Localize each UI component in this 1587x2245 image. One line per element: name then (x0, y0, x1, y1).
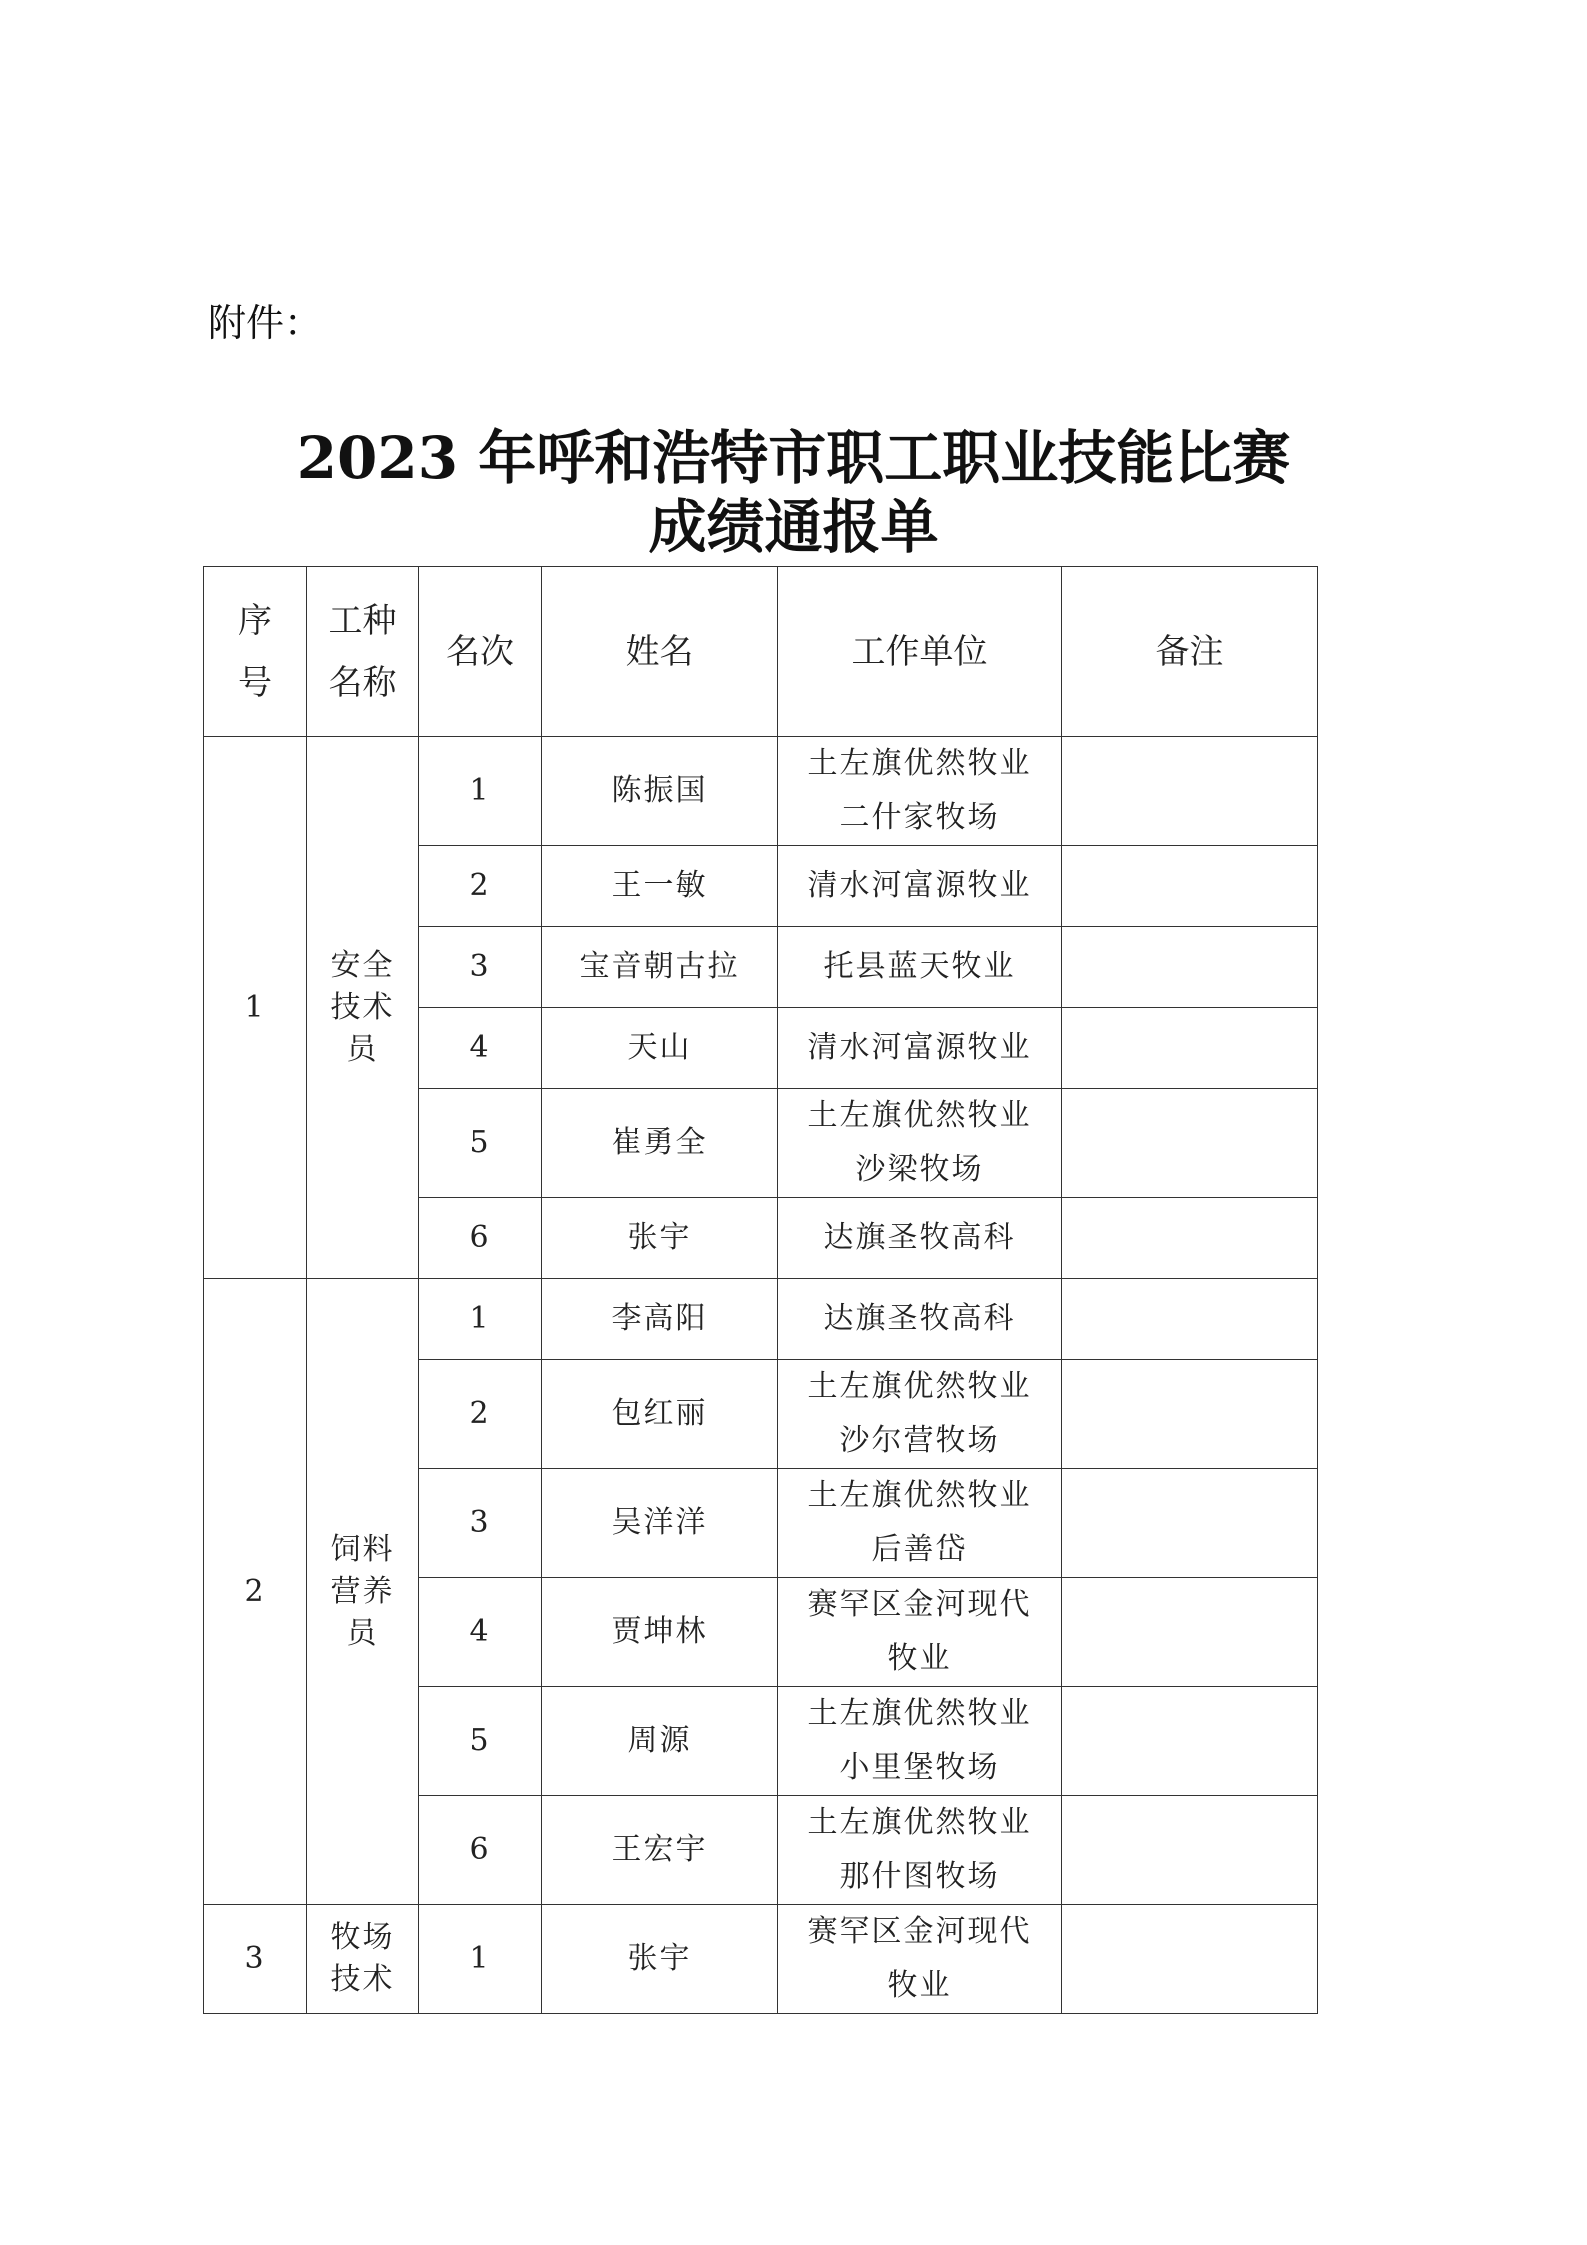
unit-cell: 赛罕区金河现代 牧业 (778, 1578, 1062, 1687)
name-cell: 周源 (542, 1687, 778, 1796)
rank-cell: 4 (419, 1578, 542, 1687)
unit-cell: 土左旗优然牧业 小里堡牧场 (778, 1687, 1062, 1796)
unit-cell: 清水河富源牧业 (778, 846, 1062, 927)
name-cell: 崔勇全 (542, 1089, 778, 1198)
rank-cell: 5 (419, 1687, 542, 1796)
group-seq: 2 (204, 1279, 307, 1905)
note-cell (1062, 1089, 1318, 1198)
name-cell: 李高阳 (542, 1279, 778, 1360)
header-seq: 序 号 (204, 567, 307, 737)
header-name: 姓名 (542, 567, 778, 737)
rank-cell: 6 (419, 1198, 542, 1279)
table-row (204, 1905, 1318, 2014)
unit-cell: 托县蓝天牧业 (778, 927, 1062, 1008)
rank-cell: 5 (419, 1089, 542, 1198)
group-type: 安全 技术 员 (307, 737, 419, 1279)
page-title-line2: 成绩通报单 (648, 493, 939, 561)
note-cell (1062, 1578, 1318, 1687)
unit-cell: 土左旗优然牧业 沙梁牧场 (778, 1089, 1062, 1198)
note-cell (1062, 1905, 1318, 2014)
name-cell: 贾坤林 (542, 1578, 778, 1687)
group-type: 饲料 营养 员 (307, 1279, 419, 1905)
rank-cell: 2 (419, 846, 542, 927)
group-seq: 1 (204, 737, 307, 1279)
name-cell: 包红丽 (542, 1360, 778, 1469)
unit-cell: 土左旗优然牧业 那什图牧场 (778, 1796, 1062, 1905)
rank-cell: 1 (419, 737, 542, 846)
note-cell (1062, 1198, 1318, 1279)
table-row (204, 1279, 1318, 1360)
note-cell (1062, 1279, 1318, 1360)
rank-cell: 3 (419, 1469, 542, 1578)
group-seq: 3 (204, 1905, 307, 2014)
unit-cell: 赛罕区金河现代 牧业 (778, 1905, 1062, 2014)
rank-cell: 1 (419, 1905, 542, 2014)
rank-cell: 4 (419, 1008, 542, 1089)
name-cell: 王宏宇 (542, 1796, 778, 1905)
note-cell (1062, 846, 1318, 927)
name-cell: 天山 (542, 1008, 778, 1089)
results-table (203, 566, 1318, 2014)
name-cell: 张宇 (542, 1905, 778, 2014)
rank-cell: 6 (419, 1796, 542, 1905)
rank-cell: 2 (419, 1360, 542, 1469)
note-cell (1062, 1687, 1318, 1796)
rank-cell: 1 (419, 1279, 542, 1360)
attachment-label: 附件： (208, 301, 323, 345)
note-cell (1062, 737, 1318, 846)
unit-cell: 土左旗优然牧业 后善岱 (778, 1469, 1062, 1578)
table-row (204, 737, 1318, 846)
unit-cell: 达旗圣牧高科 (778, 1198, 1062, 1279)
name-cell: 陈振国 (542, 737, 778, 846)
unit-cell: 达旗圣牧高科 (778, 1279, 1062, 1360)
note-cell (1062, 1469, 1318, 1578)
header-unit: 工作单位 (778, 567, 1062, 737)
name-cell: 吴洋洋 (542, 1469, 778, 1578)
rank-cell: 3 (419, 927, 542, 1008)
note-cell (1062, 1008, 1318, 1089)
header-type: 工种 名称 (307, 567, 419, 737)
page-title-line1: 2023 年呼和浩特市职工职业技能比赛 (296, 424, 1291, 492)
name-cell: 张宇 (542, 1198, 778, 1279)
note-cell (1062, 927, 1318, 1008)
name-cell: 王一敏 (542, 846, 778, 927)
unit-cell: 土左旗优然牧业 沙尔营牧场 (778, 1360, 1062, 1469)
group-type: 牧场 技术 (307, 1905, 419, 2014)
table-header-row (204, 567, 1318, 737)
note-cell (1062, 1360, 1318, 1469)
header-rank: 名次 (419, 567, 542, 737)
header-note: 备注 (1062, 567, 1318, 737)
note-cell (1062, 1796, 1318, 1905)
unit-cell: 清水河富源牧业 (778, 1008, 1062, 1089)
name-cell: 宝音朝古拉 (542, 927, 778, 1008)
unit-cell: 土左旗优然牧业 二什家牧场 (778, 737, 1062, 846)
